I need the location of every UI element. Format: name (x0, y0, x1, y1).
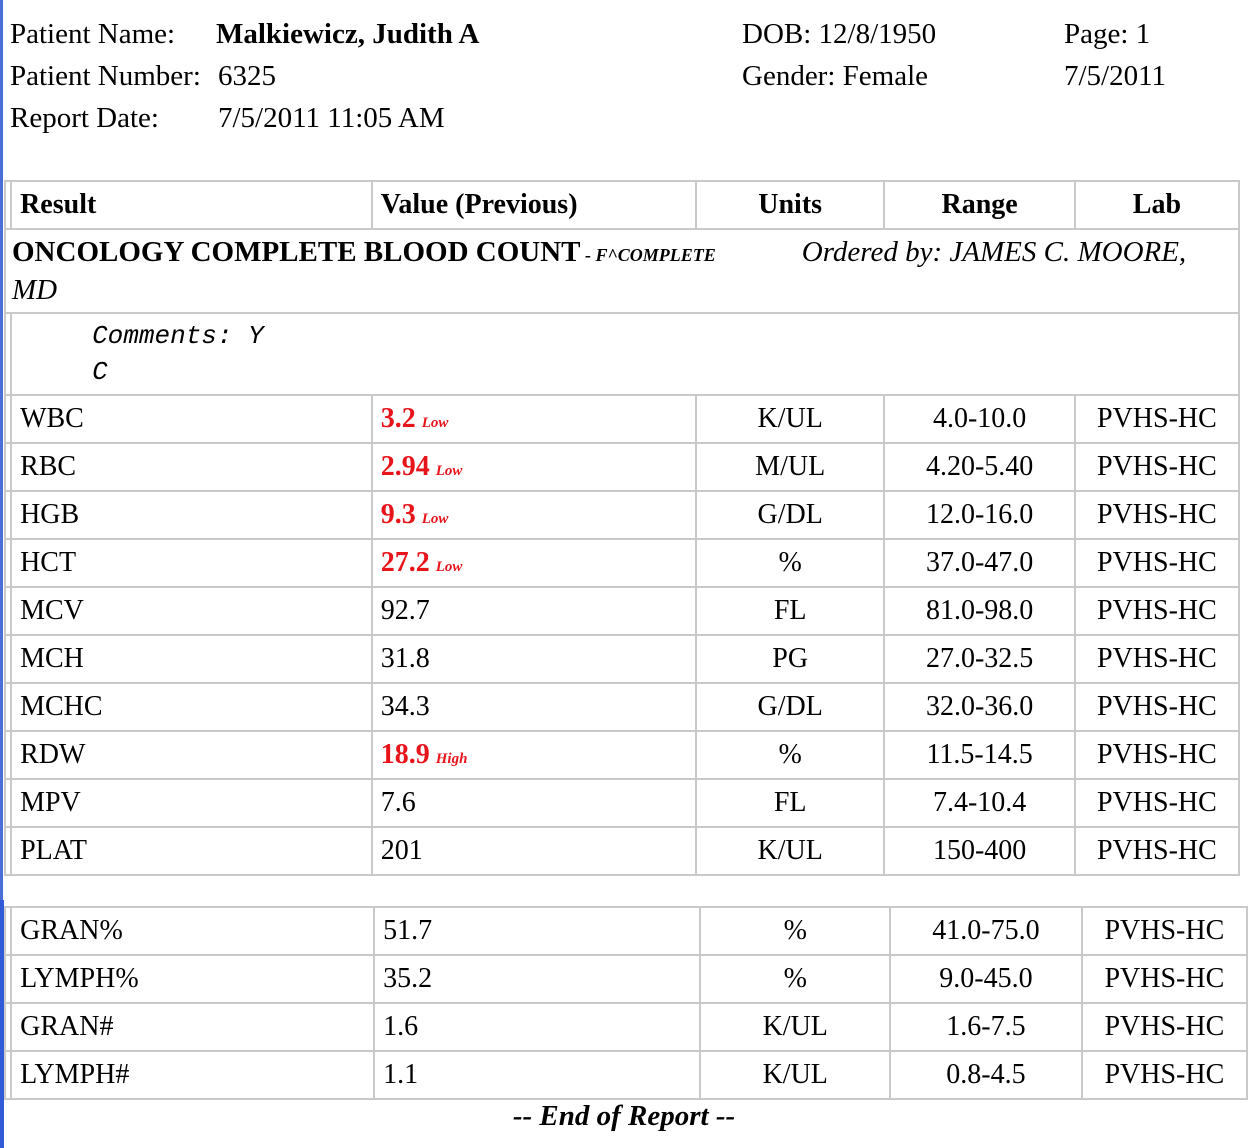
dob-label: DOB: (742, 18, 812, 50)
result-name: PLAT (11, 827, 372, 875)
comments-line-2: C (92, 357, 108, 387)
result-value-cell (374, 1003, 700, 1051)
result-units: FL (696, 587, 884, 635)
abnormal-flag: Low (435, 463, 463, 479)
result-value-cell (374, 907, 700, 955)
header-value: Value (Previous) (372, 181, 696, 229)
patient-number-label: Patient Number: (10, 60, 201, 92)
comments-line-1: Comments: Y (92, 321, 264, 351)
order-title: ONCOLOGY COMPLETE BLOOD COUNT (12, 235, 581, 268)
patient-name-label: Patient Name: (10, 18, 176, 50)
result-name: MCV (11, 587, 372, 635)
page-number: 1 (1135, 18, 1151, 50)
abnormal-flag: Low (435, 559, 463, 575)
result-lab: PVHS-HC (1075, 731, 1239, 779)
header-lab: Lab (1075, 181, 1239, 229)
table-header-row (5, 181, 1239, 229)
result-units: PG (696, 635, 884, 683)
result-value-cell (372, 443, 696, 491)
order-line (12, 235, 1232, 308)
dob-value: 12/8/1950 (818, 18, 937, 50)
table-row (5, 539, 1239, 587)
result-value: 31.8 (380, 643, 430, 674)
abnormal-flag: Low (421, 511, 449, 527)
result-units: FL (696, 779, 884, 827)
comments-row (5, 313, 1239, 395)
result-range: 9.0-45.0 (890, 955, 1082, 1003)
patient-number: 6325 (218, 60, 276, 92)
table-row (5, 683, 1239, 731)
result-value-cell (372, 827, 696, 875)
result-range: 150-400 (884, 827, 1074, 875)
result-value: 18.9 (380, 739, 430, 770)
result-range: 7.4-10.4 (884, 779, 1074, 827)
result-value: 1.6 (383, 1011, 419, 1042)
result-range: 4.0-10.0 (884, 395, 1074, 443)
result-lab: PVHS-HC (1075, 683, 1239, 731)
order-code: - F^COMPLETE (580, 244, 716, 265)
result-range: 12.0-16.0 (884, 491, 1074, 539)
table-row (5, 587, 1239, 635)
report-date-label: Report Date: (10, 102, 159, 134)
result-name: MCHC (11, 683, 372, 731)
table-row (5, 779, 1239, 827)
result-value: 201 (380, 835, 423, 866)
result-lab: PVHS-HC (1075, 779, 1239, 827)
order-row (5, 229, 1239, 313)
result-name: WBC (11, 395, 372, 443)
result-units: G/DL (696, 683, 884, 731)
abnormal-flag: Low (421, 415, 449, 431)
result-value-cell (372, 731, 696, 779)
result-lab: PVHS-HC (1082, 1003, 1247, 1051)
table-row (5, 827, 1239, 875)
result-units: G/DL (696, 491, 884, 539)
ordered-by: Ordered by: JAMES C. MOORE, MD (12, 235, 1187, 306)
table-row (5, 443, 1239, 491)
result-range: 37.0-47.0 (884, 539, 1074, 587)
print-date: 7/5/2011 (1064, 60, 1167, 92)
result-lab: PVHS-HC (1075, 587, 1239, 635)
results-rows-bottom (5, 907, 1247, 1099)
table-row (5, 907, 1247, 955)
result-name: HCT (11, 539, 372, 587)
result-units: K/UL (696, 827, 884, 875)
result-name: HGB (11, 491, 372, 539)
patient-name: Malkiewicz, Judith A (216, 18, 480, 50)
result-range: 0.8-4.5 (890, 1051, 1082, 1099)
result-name: MCH (11, 635, 372, 683)
result-value: 9.3 (380, 499, 416, 530)
result-value: 2.94 (380, 451, 430, 482)
result-name: LYMPH% (11, 955, 374, 1003)
result-units: % (696, 731, 884, 779)
result-range: 27.0-32.5 (884, 635, 1074, 683)
result-value-cell (372, 683, 696, 731)
result-units: % (700, 955, 890, 1003)
result-range: 41.0-75.0 (890, 907, 1082, 955)
result-value-cell (372, 635, 696, 683)
result-value-cell (374, 955, 700, 1003)
table-row (5, 491, 1239, 539)
result-lab: PVHS-HC (1082, 955, 1247, 1003)
end-of-report: -- End of Report -- (512, 1100, 736, 1132)
result-value-cell (372, 395, 696, 443)
result-name: GRAN% (11, 907, 374, 955)
results-table-continued (4, 906, 1248, 1100)
result-lab: PVHS-HC (1075, 443, 1239, 491)
header-range: Range (884, 181, 1074, 229)
result-name: MPV (11, 779, 372, 827)
table-row (5, 635, 1239, 683)
results-rows-top (5, 395, 1239, 875)
result-value: 1.1 (383, 1059, 419, 1090)
result-units: K/UL (696, 395, 884, 443)
page-label: Page: (1064, 18, 1129, 50)
result-range: 4.20-5.40 (884, 443, 1074, 491)
result-lab: PVHS-HC (1075, 635, 1239, 683)
result-value-cell (372, 779, 696, 827)
result-value: 3.2 (380, 403, 416, 434)
result-value-cell (372, 491, 696, 539)
result-lab: PVHS-HC (1082, 1051, 1247, 1099)
page-field (1064, 20, 1150, 49)
result-lab: PVHS-HC (1082, 907, 1247, 955)
result-value: 92.7 (380, 595, 430, 626)
table-row (5, 955, 1247, 1003)
result-range: 81.0-98.0 (884, 587, 1074, 635)
result-lab: PVHS-HC (1075, 395, 1239, 443)
result-value: 35.2 (383, 963, 433, 994)
result-name: LYMPH# (11, 1051, 374, 1099)
table-row (5, 731, 1239, 779)
result-range: 32.0-36.0 (884, 683, 1074, 731)
result-name: RDW (11, 731, 372, 779)
report-date: 7/5/2011 11:05 AM (218, 102, 445, 134)
result-lab: PVHS-HC (1075, 539, 1239, 587)
result-range: 11.5-14.5 (884, 731, 1074, 779)
result-units: % (696, 539, 884, 587)
result-units: K/UL (700, 1051, 890, 1099)
result-units: % (700, 907, 890, 955)
header-result: Result (11, 181, 372, 229)
dob-field (742, 20, 936, 49)
header-units: Units (696, 181, 884, 229)
result-value: 51.7 (383, 915, 433, 946)
result-range: 1.6-7.5 (890, 1003, 1082, 1051)
result-value: 27.2 (380, 547, 430, 578)
result-value-cell (372, 539, 696, 587)
result-lab: PVHS-HC (1075, 491, 1239, 539)
result-units: M/UL (696, 443, 884, 491)
gender-label: Gender: (742, 60, 836, 92)
result-lab: PVHS-HC (1075, 827, 1239, 875)
table-row (5, 1051, 1247, 1099)
result-value: 7.6 (380, 787, 416, 818)
gender-value: Female (842, 60, 929, 92)
result-name: RBC (11, 443, 372, 491)
table-row (5, 1003, 1247, 1051)
results-table (4, 180, 1240, 876)
result-value: 34.3 (380, 691, 430, 722)
result-units: K/UL (700, 1003, 890, 1051)
abnormal-flag: High (435, 751, 468, 767)
comments (11, 313, 1239, 395)
table-row (5, 395, 1239, 443)
gender-field (742, 62, 928, 91)
result-value-cell (372, 587, 696, 635)
result-value-cell (374, 1051, 700, 1099)
result-name: GRAN# (11, 1003, 374, 1051)
